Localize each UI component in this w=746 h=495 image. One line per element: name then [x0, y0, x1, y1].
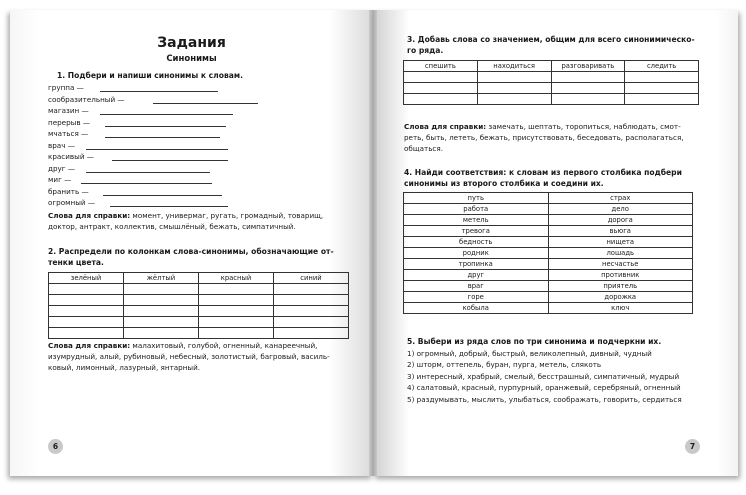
table-header-row [49, 273, 349, 284]
task5-heading: 5. Выбери из ряда слов по три синонима и подчеркни их. [407, 337, 662, 346]
table-row[interactable]: друг противник [404, 270, 693, 281]
word-line-10[interactable]: бранить — [48, 186, 222, 197]
page-subtitle: Синонимы [166, 54, 217, 64]
word-line-4[interactable]: перерыв — [48, 117, 226, 128]
table-header-cell: разговаривать [551, 61, 625, 72]
table-header-cell: жёлтый [124, 273, 199, 284]
exercise-line[interactable]: 2) шторм, оттепель, буран, пурга, метель, слякоть [407, 360, 602, 370]
word-line-1[interactable]: группа — [48, 82, 218, 93]
table-header-row [404, 61, 699, 72]
table-header-cell: синий [274, 273, 349, 284]
task2-help: Слова для справки: малахитовый, голубой, огненный, канареечный, изумрудный, алый, рубиновый, небесный, золотистый, багровый, василь- ковый, лимонный, лазурный, янтарный. [48, 341, 330, 372]
table-row[interactable] [49, 317, 349, 328]
task3-help: Слова для справки: замечать, шептать, торопиться, наблюдать, смот- реть, быть, лететь, бежать, присутствовать, беседовать, располагаться, общаться. [404, 122, 684, 153]
table-row[interactable] [49, 295, 349, 306]
word-line-2[interactable]: сообразительный — [48, 94, 258, 105]
table-row[interactable] [404, 83, 699, 94]
word-line-8[interactable]: друг — [48, 163, 210, 174]
table-row[interactable]: враг приятель [404, 281, 693, 292]
page-title: Задания [157, 35, 226, 51]
task5-lines [407, 348, 727, 405]
table-row[interactable]: бедность нищета [404, 237, 693, 248]
table-header-cell: находиться [477, 61, 551, 72]
word-line-6[interactable]: врач — [48, 140, 228, 151]
word-line-9[interactable]: миг — [48, 174, 212, 185]
table-row[interactable]: горе дорожка [404, 292, 693, 303]
synonym-row-table[interactable] [403, 60, 699, 105]
matching-table[interactable] [403, 192, 693, 314]
table-row[interactable]: метель дорога [404, 215, 693, 226]
table-row[interactable] [404, 94, 699, 105]
table-header-cell: спешить [404, 61, 478, 72]
task2-heading: 2. Распредели по колонкам слова-синонимы, обозначающие от- тенки цвета. [48, 247, 334, 267]
page-number-right: 7 [685, 439, 700, 454]
table-row[interactable]: кобыла ключ [404, 303, 693, 314]
table-row[interactable] [49, 284, 349, 295]
exercise-line[interactable]: 1) огромный, добрый, быстрый, великолепный, дивный, чудный [407, 349, 652, 358]
word-line-11[interactable]: огромный — [48, 197, 228, 208]
exercise-line[interactable]: 4) салатовый, красный, пурпурный, оранжевый, серебряный, огненный [407, 383, 681, 393]
table-row[interactable]: работа дело [404, 204, 693, 215]
table-row[interactable]: родник лошадь [404, 248, 693, 259]
table-row[interactable]: тревога вьюга [404, 226, 693, 237]
page-number-left: 6 [48, 439, 63, 454]
exercise-line[interactable]: 5) раздумывать, мыслить, улыбаться, соображать, говорить, сердиться [407, 394, 682, 404]
color-table[interactable] [48, 272, 349, 339]
task1-heading: 1. Подбери и напиши синонимы к словам. [57, 71, 243, 80]
word-line-3[interactable]: магазин — [48, 105, 233, 116]
task1-help: Слова для справки: момент, универмаг, ругать, громадный, товарищ, доктор, антракт, коллектив, смышлёный, бежать, симпатичный. [48, 211, 324, 231]
right-page [373, 10, 738, 476]
table-row[interactable] [404, 72, 699, 83]
table-header-cell: зелёный [49, 273, 124, 284]
table-row[interactable] [49, 328, 349, 339]
word-line-5[interactable]: мчаться — [48, 128, 220, 139]
table-row[interactable] [49, 306, 349, 317]
task4-heading: 4. Найди соответствия: к словам из первого столбика подбери синонимы из второго столбика и соедини их. [404, 168, 682, 188]
open-workbook [10, 10, 738, 482]
table-row[interactable]: тропинка несчастье [404, 259, 693, 270]
table-header-cell: следить [625, 61, 699, 72]
exercise-line[interactable]: 3) интересный, храбрый, смелый, бесстрашный, симпатичный, мудрый [407, 371, 680, 381]
table-row[interactable]: путь страх [404, 193, 693, 204]
left-page [10, 10, 373, 476]
table-header-cell: красный [199, 273, 274, 284]
word-line-7[interactable]: красивый — [48, 151, 228, 162]
task3-heading: 3. Добавь слова со значением, общим для всего синонимическо- го ряда. [407, 35, 695, 55]
book-spine [369, 10, 377, 476]
